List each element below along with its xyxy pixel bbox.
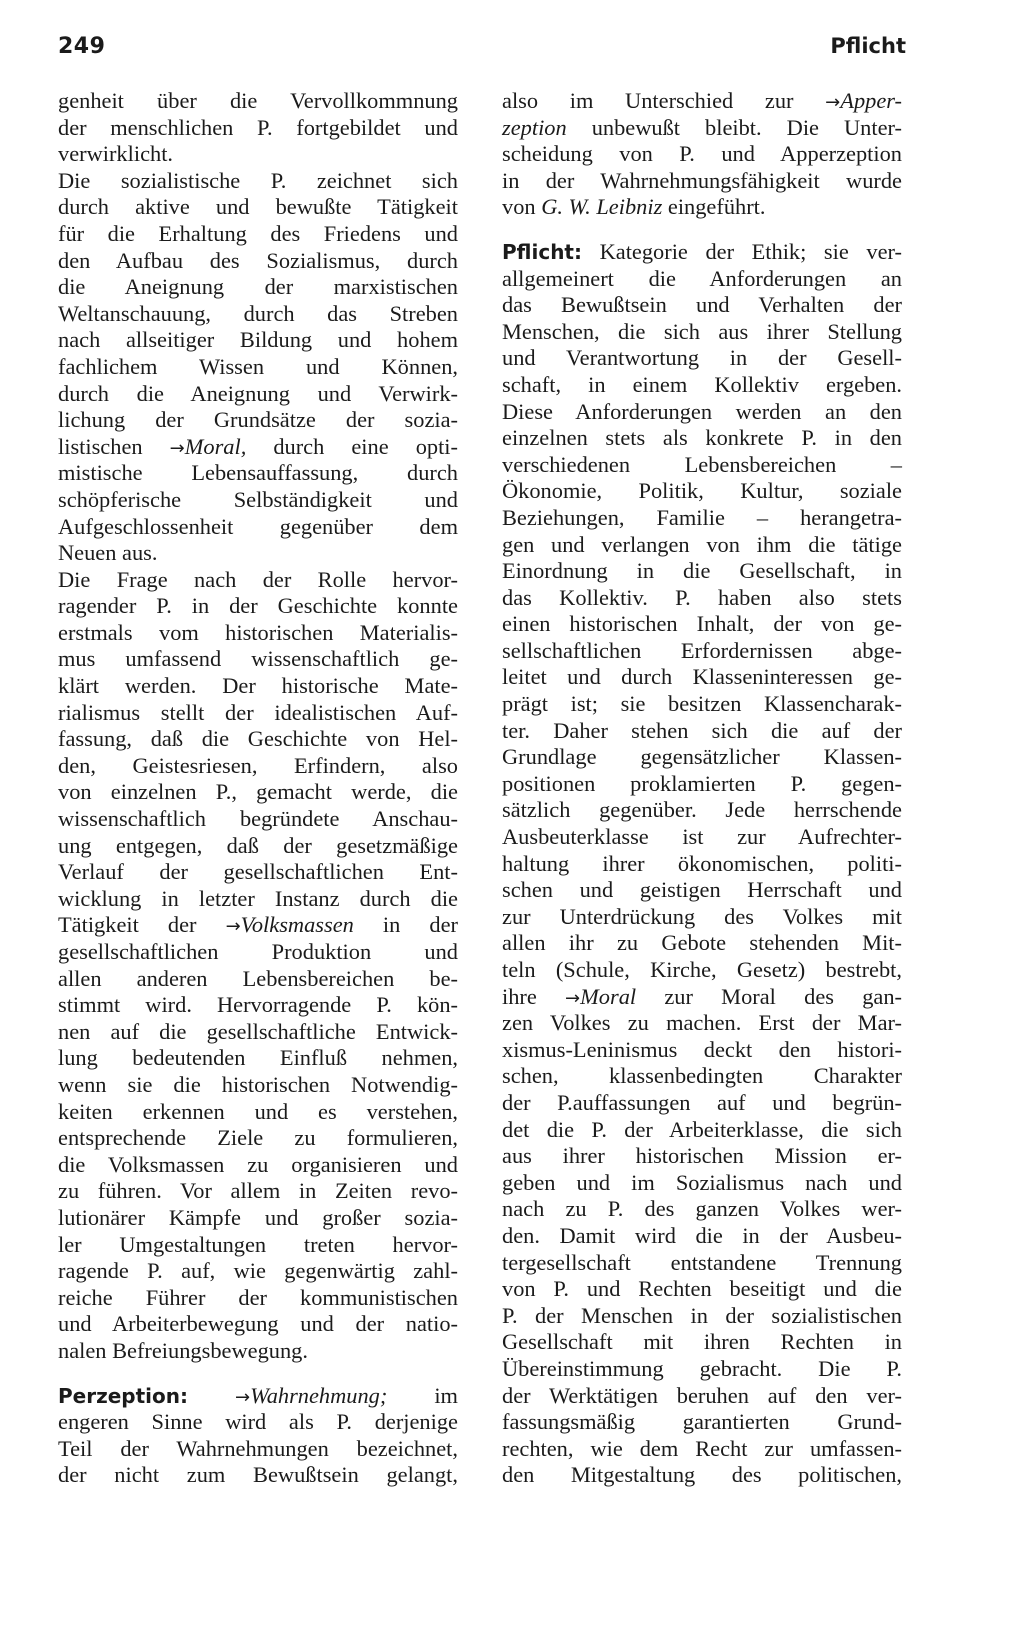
line-text: Menschen, die sich aus ihrer Stellung bbox=[502, 318, 902, 344]
line-text: der P.auffassungen auf und begrün- bbox=[502, 1089, 902, 1115]
text-line bbox=[502, 1090, 902, 1117]
text-line bbox=[58, 1285, 458, 1312]
line-text: nalen Befreiungsbewegung. bbox=[58, 1337, 308, 1363]
cross-reference-arrow-icon: → bbox=[169, 437, 185, 459]
line-text: wenn sie die historischen Notwendig- bbox=[58, 1071, 458, 1097]
line-text: Übereinstimmung gebracht. Die P. bbox=[502, 1355, 902, 1381]
text-line bbox=[58, 1125, 458, 1152]
text-line bbox=[502, 824, 902, 851]
text-line bbox=[58, 939, 458, 966]
line-text: erstmals vom historischen Materialis- bbox=[58, 619, 458, 645]
text-line bbox=[58, 620, 458, 647]
text-line bbox=[502, 1143, 902, 1170]
line-text: einen historischen Inhalt, der von ge- bbox=[502, 611, 902, 637]
line-text: nach allseitiger Bildung und hohem bbox=[58, 327, 458, 353]
line-text: positionen proklamierten P. gegen- bbox=[502, 770, 902, 796]
line-text: ler Umgestaltungen treten hervor- bbox=[58, 1231, 458, 1257]
line-text: Verlauf der gesellschaftlichen Ent- bbox=[58, 859, 458, 885]
line-text: xismus-Leninismus deckt den histori- bbox=[502, 1036, 902, 1062]
line-text: von P. und Rechten beseitigt und die bbox=[502, 1276, 902, 1302]
line-text: scheidung von P. und Apperzeption bbox=[502, 141, 902, 167]
text-line bbox=[502, 1462, 902, 1489]
text-line bbox=[502, 585, 902, 612]
line-text: rechten, wie dem Recht zur umfassen- bbox=[502, 1435, 902, 1461]
text-line bbox=[58, 1099, 458, 1126]
text-line bbox=[58, 381, 458, 408]
line-text: geben und im Sozialismus nach und bbox=[502, 1169, 902, 1195]
text-line bbox=[58, 407, 458, 434]
text-line bbox=[502, 345, 902, 372]
line-text: Gesellschaft mit ihren Rechten in bbox=[502, 1329, 902, 1355]
cross-reference-term: zeption bbox=[502, 114, 567, 140]
line-text: Beziehungen, Familie – herangetra- bbox=[502, 504, 902, 530]
text-line bbox=[502, 1010, 902, 1037]
line-text: ung entgegen, daß der gesetzmäßige bbox=[58, 832, 458, 858]
line-text: einzelnen stets als konkrete P. in den bbox=[502, 425, 902, 451]
line-text: nach zu P. des ganzen Volkes wer- bbox=[502, 1196, 902, 1222]
line-text: Ausbeuterklasse ist zur Aufrechter- bbox=[502, 824, 902, 850]
line-text: verschiedenen Lebensbereichen – bbox=[502, 451, 902, 477]
line-text: also im Unterschied zur bbox=[502, 88, 826, 113]
text-line bbox=[502, 691, 902, 718]
line-text: das Bewußtsein und Verhalten der bbox=[502, 292, 902, 318]
text-line bbox=[502, 88, 902, 115]
cross-reference-arrow-icon: → bbox=[825, 92, 841, 113]
line-text: Teil der Wahrnehmungen bezeichnet, bbox=[58, 1435, 458, 1461]
line-text: keiten erkennen und es verstehen, bbox=[58, 1098, 458, 1124]
text-line bbox=[502, 638, 902, 665]
cross-reference-arrow-icon: → bbox=[235, 1386, 251, 1408]
line-text: und Verantwortung in der Gesell- bbox=[502, 345, 902, 371]
text-line bbox=[58, 88, 458, 115]
text-line bbox=[502, 1037, 902, 1064]
cross-reference-term: Volksmassen bbox=[240, 912, 354, 938]
text-line bbox=[58, 514, 458, 541]
line-text: zur Unterdrückung des Volkes mit bbox=[502, 903, 902, 929]
line-text: von bbox=[502, 194, 542, 220]
text-line bbox=[502, 1303, 902, 1330]
line-text: reiche Führer der kommunistischen bbox=[58, 1284, 458, 1310]
text-line bbox=[58, 1045, 458, 1072]
line-text: lutionärer Kämpfe und großer sozia- bbox=[58, 1204, 458, 1230]
text-line bbox=[58, 1258, 458, 1285]
text-line bbox=[58, 726, 458, 753]
line-text: ihre bbox=[502, 983, 566, 1009]
cross-reference-term: Wahrnehmung; bbox=[250, 1382, 388, 1408]
text-line bbox=[58, 1311, 458, 1338]
line-text: fassung, daß die Geschichte von Hel- bbox=[58, 726, 458, 752]
text-line bbox=[58, 141, 458, 168]
line-text: die Aneignung der marxistischen bbox=[58, 274, 458, 300]
text-line bbox=[502, 1250, 902, 1277]
text-line bbox=[502, 1196, 902, 1223]
line-text: der nicht zum Bewußtsein gelangt, bbox=[58, 1462, 458, 1488]
text-line bbox=[58, 1436, 458, 1463]
line-text: entsprechende Ziele zu formulieren, bbox=[58, 1125, 458, 1151]
text-line bbox=[502, 1063, 902, 1090]
text-line bbox=[58, 434, 458, 461]
text-line bbox=[58, 700, 458, 727]
line-text: wicklung in letzter Instanz durch die bbox=[58, 885, 458, 911]
line-text: den Aufbau des Sozialismus, durch bbox=[58, 247, 458, 273]
line-text: für die Erhaltung des Friedens und bbox=[58, 220, 458, 246]
text-line bbox=[58, 248, 458, 275]
line-text: Grundlage gegensätzlicher Klassen- bbox=[502, 744, 902, 770]
line-text: klärt werden. Der historische Mate- bbox=[58, 673, 458, 699]
line-text: durch die Aneignung und Verwirk- bbox=[58, 380, 458, 406]
text-line bbox=[58, 966, 458, 993]
line-text: P. der Menschen in der sozialistischen bbox=[502, 1302, 902, 1328]
text-line bbox=[502, 168, 902, 195]
text-line bbox=[58, 1462, 458, 1489]
line-text: allgemeinert die Anforderungen an bbox=[502, 265, 902, 291]
text-line bbox=[58, 221, 458, 248]
line-text: unbewußt bleibt. Die Unter- bbox=[566, 114, 902, 140]
text-line bbox=[58, 1205, 458, 1232]
line-text: stimmt wird. Hervorragende P. kön- bbox=[58, 992, 458, 1018]
text-line bbox=[58, 274, 458, 301]
line-text: zu führen. Vor allem in Zeiten revo- bbox=[58, 1178, 458, 1204]
line-text: tergesellschaft entstandene Trennung bbox=[502, 1249, 902, 1275]
headword: Perzeption: bbox=[58, 1383, 188, 1408]
text-line bbox=[502, 532, 902, 559]
line-text: gen und verlangen von ihm die tätige bbox=[502, 531, 902, 557]
line-text: genheit über die Vervollkommnung bbox=[58, 88, 458, 113]
text-line bbox=[502, 1356, 902, 1383]
line-text: die Volksmassen zu organisieren und bbox=[58, 1151, 458, 1177]
line-text: sätzlich gegenüber. Jede herrschende bbox=[502, 797, 902, 823]
cross-reference-arrow-icon: → bbox=[565, 987, 581, 1009]
text-line bbox=[502, 957, 902, 984]
line-text: rialismus stellt der idealistischen Auf- bbox=[58, 699, 458, 725]
line-text: eingeführt. bbox=[662, 194, 766, 220]
line-text: Weltanschauung, durch das Streben bbox=[58, 300, 458, 326]
line-text: leitet und durch Klasseninteressen ge- bbox=[502, 664, 902, 690]
text-line bbox=[502, 558, 902, 585]
text-line bbox=[58, 460, 458, 487]
text-line bbox=[502, 478, 902, 505]
line-text: lichung der Grundsätze der sozia- bbox=[58, 407, 458, 433]
line-text: aus ihrer historischen Mission er- bbox=[502, 1143, 902, 1169]
text-line bbox=[502, 266, 902, 293]
text-line bbox=[58, 886, 458, 913]
text-line bbox=[502, 292, 902, 319]
line-text: haltung ihrer ökonomischen, politi- bbox=[502, 850, 902, 876]
text-line bbox=[502, 194, 902, 221]
line-text: allen ihr zu Gebote stehenden Mit- bbox=[502, 930, 902, 956]
text-line bbox=[502, 239, 902, 266]
line-text: der menschlichen P. fortgebildet und bbox=[58, 114, 458, 140]
line-text: verwirklicht. bbox=[58, 141, 174, 167]
line-text: der Werktätigen beruhen auf den ver- bbox=[502, 1382, 902, 1408]
text-line bbox=[58, 1152, 458, 1179]
line-text: schaft, in einem Kollektiv ergeben. bbox=[502, 371, 902, 397]
text-line bbox=[58, 1232, 458, 1259]
text-line bbox=[58, 194, 458, 221]
text-line bbox=[58, 540, 458, 567]
line-text: schen und geistigen Herrschaft und bbox=[502, 877, 902, 903]
line-text: fassungsmäßig garantierten Grund- bbox=[502, 1409, 902, 1435]
text-line bbox=[502, 797, 902, 824]
line-text: das Kollektiv. P. haben also stets bbox=[502, 584, 902, 610]
line-text: mistische Lebensauffassung, durch bbox=[58, 460, 458, 486]
line-text: fachlichem Wissen und Können, bbox=[58, 353, 458, 379]
line-text: engeren Sinne wird als P. derjenige bbox=[58, 1409, 458, 1435]
text-line bbox=[58, 1338, 458, 1365]
line-text: sellschaftlichen Erfordernissen abge- bbox=[502, 637, 902, 663]
line-text: Tätigkeit der bbox=[58, 912, 226, 938]
text-line bbox=[502, 1329, 902, 1356]
line-text: durch aktive und bewußte Tätigkeit bbox=[58, 194, 458, 220]
text-line bbox=[58, 833, 458, 860]
line-text: lung bedeutenden Einfluß nehmen, bbox=[58, 1045, 458, 1071]
line-text: Neuen aus. bbox=[58, 540, 158, 566]
line-text: durch eine opti- bbox=[246, 433, 458, 459]
line-text: allen anderen Lebensbereichen be- bbox=[58, 965, 458, 991]
text-line bbox=[502, 1436, 902, 1463]
line-text: listischen bbox=[58, 433, 170, 459]
right-text-column bbox=[502, 88, 902, 1489]
text-line bbox=[502, 1223, 902, 1250]
text-line bbox=[502, 1409, 902, 1436]
text-line bbox=[58, 327, 458, 354]
line-text: im bbox=[387, 1382, 458, 1408]
cross-reference-term: Apper- bbox=[840, 88, 902, 113]
line-text: schen, klassenbedingten Charakter bbox=[502, 1063, 902, 1089]
text-line bbox=[58, 487, 458, 514]
text-line bbox=[58, 673, 458, 700]
line-text: det die P. der Arbeiterklasse, die sich bbox=[502, 1116, 902, 1142]
line-text: ter. Daher stehen sich die auf der bbox=[502, 717, 902, 743]
text-line bbox=[58, 301, 458, 328]
text-line bbox=[58, 593, 458, 620]
line-text: den. Damit wird die in der Ausbeu- bbox=[502, 1222, 902, 1248]
text-line bbox=[502, 1276, 902, 1303]
line-text: zur Moral des gan- bbox=[636, 983, 902, 1009]
text-line bbox=[58, 859, 458, 886]
cross-reference-arrow-icon: → bbox=[225, 916, 241, 938]
line-text: prägt ist; sie besitzen Klassencharak- bbox=[502, 691, 902, 717]
text-line bbox=[58, 646, 458, 673]
text-line bbox=[502, 930, 902, 957]
running-head: Pflicht bbox=[830, 34, 906, 58]
entry-gap bbox=[502, 221, 902, 239]
text-line bbox=[58, 912, 458, 939]
line-text: und Arbeiterbewegung und der natio- bbox=[58, 1311, 458, 1337]
line-text: zen Volkes zu machen. Erst der Mar- bbox=[502, 1010, 902, 1036]
text-line bbox=[58, 115, 458, 142]
text-line bbox=[502, 1383, 902, 1410]
line-text: Aufgeschlossenheit gegenüber dem bbox=[58, 513, 458, 539]
line-text: in der Wahrnehmungsfähigkeit wurde bbox=[502, 167, 902, 193]
text-line bbox=[502, 115, 902, 142]
text-line bbox=[58, 168, 458, 195]
text-line bbox=[58, 567, 458, 594]
text-line bbox=[502, 425, 902, 452]
cross-reference-term: G. W. Leibniz bbox=[541, 194, 663, 220]
cross-reference-term: Moral, bbox=[184, 433, 247, 459]
text-line bbox=[58, 1383, 458, 1410]
text-line bbox=[502, 611, 902, 638]
text-line bbox=[502, 851, 902, 878]
text-line bbox=[502, 505, 902, 532]
text-line bbox=[502, 399, 902, 426]
cross-reference-term: Moral bbox=[580, 983, 637, 1009]
text-line bbox=[58, 1072, 458, 1099]
text-line bbox=[502, 984, 902, 1011]
line-text: gesellschaftlichen Produktion und bbox=[58, 939, 458, 964]
text-line bbox=[58, 1178, 458, 1205]
text-line bbox=[502, 372, 902, 399]
text-line bbox=[58, 806, 458, 833]
line-text: in der bbox=[353, 912, 458, 938]
line-text: teln (Schule, Kirche, Gesetz) bestrebt, bbox=[502, 957, 902, 982]
page-number: 249 bbox=[58, 34, 106, 59]
text-line bbox=[502, 141, 902, 168]
line-text: Kategorie der Ethik; sie ver- bbox=[582, 238, 902, 264]
line-text: schöpferische Selbständigkeit und bbox=[58, 486, 458, 512]
text-line bbox=[58, 1409, 458, 1436]
line-text: Diese Anforderungen werden an den bbox=[502, 398, 902, 424]
text-line bbox=[502, 1117, 902, 1144]
line-text: Die Frage nach der Rolle hervor- bbox=[58, 566, 458, 592]
line-text: von einzelnen P., gemacht werde, die bbox=[58, 779, 458, 805]
line-text: Die sozialistische P. zeichnet sich bbox=[58, 167, 458, 193]
text-line bbox=[502, 877, 902, 904]
text-line bbox=[502, 1170, 902, 1197]
line-text: Einordnung in die Gesellschaft, in bbox=[502, 558, 902, 584]
left-text-column bbox=[58, 88, 458, 1489]
text-line bbox=[58, 992, 458, 1019]
line-text: Ökonomie, Politik, Kultur, soziale bbox=[502, 478, 902, 504]
line-text: den Mitgestaltung des politischen, bbox=[502, 1462, 902, 1488]
text-line bbox=[58, 1019, 458, 1046]
text-line bbox=[502, 744, 902, 771]
text-line bbox=[502, 771, 902, 798]
line-text: ragender P. in der Geschichte konnte bbox=[58, 593, 458, 619]
text-line bbox=[502, 452, 902, 479]
line-text: mus umfassend wissenschaftlich ge- bbox=[58, 646, 458, 672]
text-line bbox=[502, 319, 902, 346]
text-line bbox=[58, 354, 458, 381]
line-text: wissenschaftlich begründete Anschau- bbox=[58, 806, 458, 832]
line-text: nen auf die gesellschaftliche Entwick- bbox=[58, 1018, 458, 1044]
line-text: ragende P. auf, wie gegenwärtig zahl- bbox=[58, 1258, 458, 1284]
text-line bbox=[502, 904, 902, 931]
headword: Pflicht: bbox=[502, 239, 582, 264]
text-line bbox=[502, 718, 902, 745]
text-line bbox=[58, 779, 458, 806]
line-text: den, Geistesriesen, Erfindern, also bbox=[58, 752, 458, 778]
text-line bbox=[502, 664, 902, 691]
line-text bbox=[188, 1383, 235, 1408]
entry-gap bbox=[58, 1365, 458, 1383]
text-line bbox=[58, 753, 458, 780]
